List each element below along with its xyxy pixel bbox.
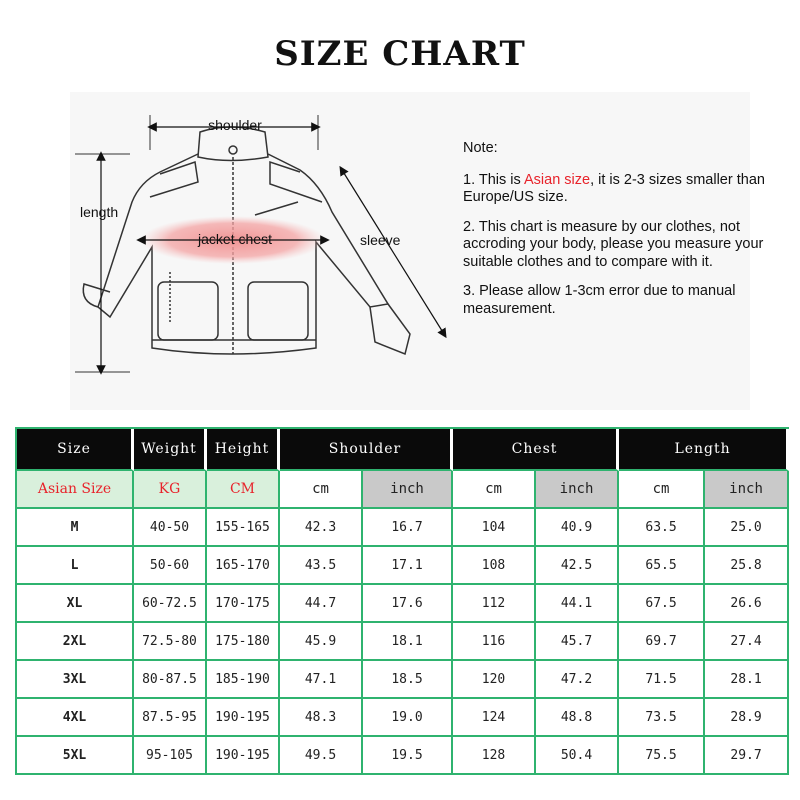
cell-chest-in: 40.9 (536, 509, 619, 547)
cell-chest-in: 45.7 (536, 623, 619, 661)
cell-shoulder-in: 18.1 (363, 623, 453, 661)
cell-chest-cm: 112 (453, 585, 536, 623)
table-row (17, 623, 789, 661)
unit-length-inch: inch (705, 471, 789, 509)
header-height: Height (207, 429, 280, 471)
note-item-3: 3. Please allow 1-3cm error due to manual measurement. (463, 283, 736, 317)
table-row (17, 737, 789, 775)
sleeve-label: sleeve (360, 232, 401, 248)
cell-length-cm: 65.5 (619, 547, 705, 585)
cell-chest-in: 44.1 (536, 585, 619, 623)
header-size: Size (17, 429, 134, 471)
unit-kg: KG (134, 471, 207, 509)
cell-length-cm: 71.5 (619, 661, 705, 699)
cell-length-cm: 63.5 (619, 509, 705, 547)
cell-length-in: 29.7 (705, 737, 789, 775)
cell-shoulder-in: 19.5 (363, 737, 453, 775)
cell-chest-cm: 104 (453, 509, 536, 547)
unit-length-cm: cm (619, 471, 705, 509)
header-length: Length (619, 429, 789, 471)
cell-height: 185-190 (207, 661, 280, 699)
cell-shoulder-cm: 44.7 (280, 585, 363, 623)
cell-shoulder-cm: 48.3 (280, 699, 363, 737)
cell-length-cm: 67.5 (619, 585, 705, 623)
cell-length-cm: 75.5 (619, 737, 705, 775)
cell-height: 155-165 (207, 509, 280, 547)
cell-weight: 87.5-95 (134, 699, 207, 737)
cell-length-in: 27.4 (705, 623, 789, 661)
unit-cm-height: CM (207, 471, 280, 509)
cell-weight: 95-105 (134, 737, 207, 775)
cell-shoulder-cm: 43.5 (280, 547, 363, 585)
unit-chest-cm: cm (453, 471, 536, 509)
table-units-row (17, 471, 789, 509)
cell-shoulder-cm: 42.3 (280, 509, 363, 547)
cell-length-cm: 69.7 (619, 623, 705, 661)
cell-length-in: 26.6 (705, 585, 789, 623)
cell-size: 2XL (17, 623, 134, 661)
table-row (17, 585, 789, 623)
page-title: SIZE CHART (274, 34, 526, 74)
header-weight: Weight (134, 429, 207, 471)
jacket-chest-label: jacket chest (198, 231, 272, 247)
cell-chest-in: 42.5 (536, 547, 619, 585)
header-chest: Chest (453, 429, 619, 471)
cell-chest-in: 47.2 (536, 661, 619, 699)
table-row (17, 547, 789, 585)
cell-height: 190-195 (207, 699, 280, 737)
cell-shoulder-in: 19.0 (363, 699, 453, 737)
cell-length-in: 25.8 (705, 547, 789, 585)
cell-shoulder-cm: 49.5 (280, 737, 363, 775)
cell-length-cm: 73.5 (619, 699, 705, 737)
cell-shoulder-in: 18.5 (363, 661, 453, 699)
cell-height: 190-195 (207, 737, 280, 775)
cell-weight: 50-60 (134, 547, 207, 585)
shoulder-label: shoulder (208, 117, 262, 133)
cell-shoulder-in: 16.7 (363, 509, 453, 547)
cell-chest-cm: 108 (453, 547, 536, 585)
cell-shoulder-in: 17.1 (363, 547, 453, 585)
unit-shoulder-inch: inch (363, 471, 453, 509)
cell-height: 165-170 (207, 547, 280, 585)
cell-chest-cm: 120 (453, 661, 536, 699)
jacket-diagram (70, 92, 460, 410)
cell-shoulder-in: 17.6 (363, 585, 453, 623)
cell-size: 4XL (17, 699, 134, 737)
note-item-1 (463, 172, 783, 207)
note-heading: Note: (463, 140, 498, 156)
cell-weight: 60-72.5 (134, 585, 207, 623)
cell-chest-cm: 124 (453, 699, 536, 737)
note-item-1-suffix: , it is 2-3 sizes smaller than Europe/US size. (463, 171, 765, 205)
size-table (15, 427, 789, 775)
table-row (17, 509, 789, 547)
cell-size: XL (17, 585, 134, 623)
cell-height: 175-180 (207, 623, 280, 661)
cell-chest-cm: 128 (453, 737, 536, 775)
cell-weight: 40-50 (134, 509, 207, 547)
header-shoulder: Shoulder (280, 429, 453, 471)
cell-shoulder-cm: 45.9 (280, 623, 363, 661)
cell-length-in: 25.0 (705, 509, 789, 547)
cell-height: 170-175 (207, 585, 280, 623)
unit-asian-size: Asian Size (17, 471, 134, 509)
cell-length-in: 28.1 (705, 661, 789, 699)
unit-chest-inch: inch (536, 471, 619, 509)
cell-chest-cm: 116 (453, 623, 536, 661)
unit-shoulder-cm: cm (280, 471, 363, 509)
note-block (463, 140, 783, 330)
table-row (17, 661, 789, 699)
cell-size: 5XL (17, 737, 134, 775)
cell-weight: 80-87.5 (134, 661, 207, 699)
table-header-row (17, 429, 789, 471)
table-row (17, 699, 789, 737)
cell-size: L (17, 547, 134, 585)
cell-length-in: 28.9 (705, 699, 789, 737)
cell-size: 3XL (17, 661, 134, 699)
cell-chest-in: 50.4 (536, 737, 619, 775)
note-item-2: 2. This chart is measure by our clothes, not accroding your body, please you measure your suitable clothes and to compare with it. (463, 218, 764, 270)
length-label: length (80, 204, 119, 220)
note-item-1-prefix: 1. This is (463, 171, 524, 188)
cell-chest-in: 48.8 (536, 699, 619, 737)
cell-shoulder-cm: 47.1 (280, 661, 363, 699)
cell-size: M (17, 509, 134, 547)
cell-weight: 72.5-80 (134, 623, 207, 661)
asian-size-highlight: Asian size (523, 171, 591, 188)
